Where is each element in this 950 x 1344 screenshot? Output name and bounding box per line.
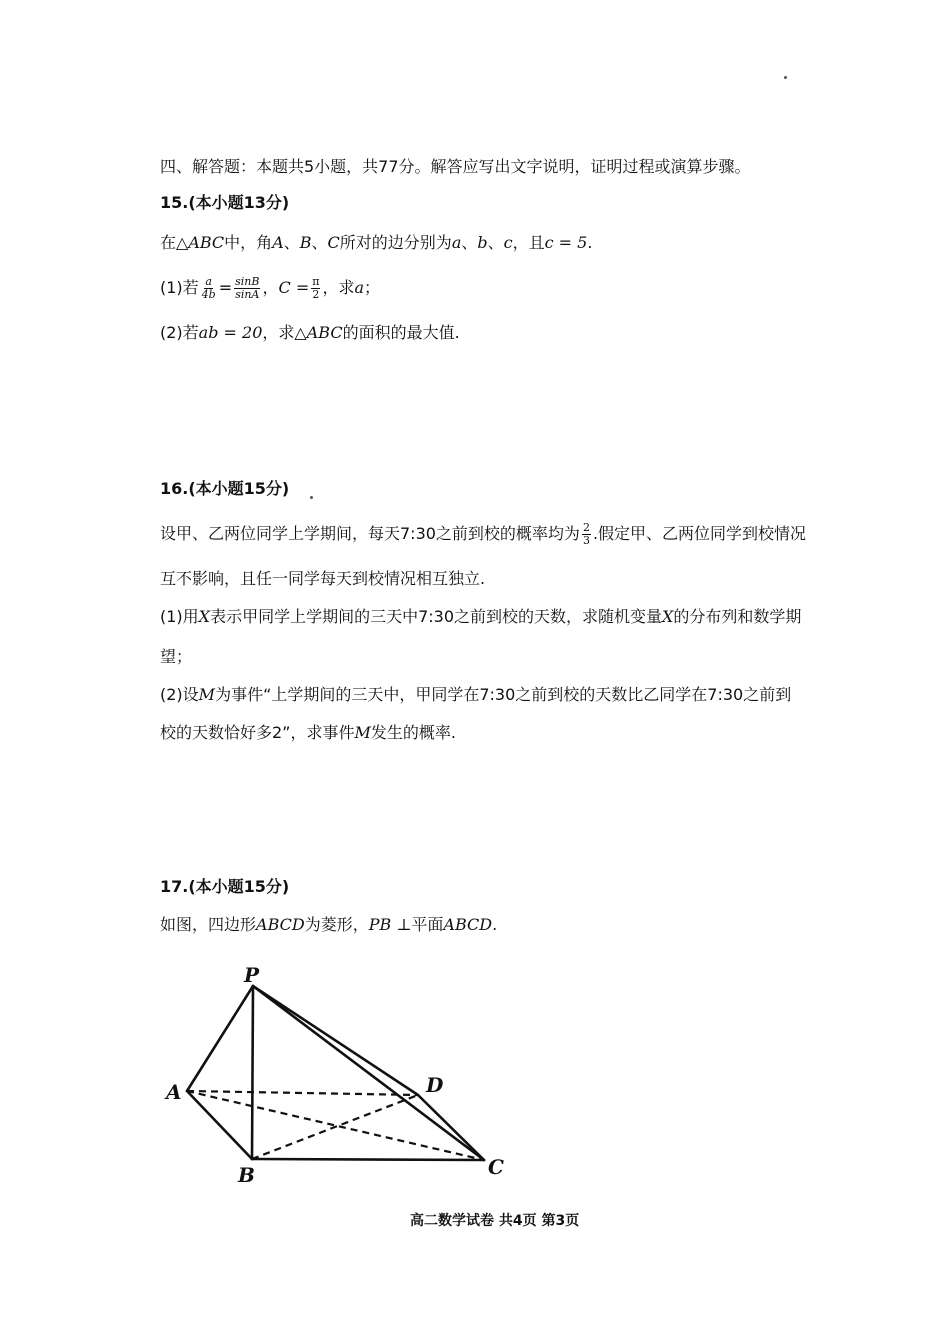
q15-part1-tail: ，求: [322, 278, 355, 297]
q15-stem-eq: c = 5: [544, 233, 588, 252]
q15-stem-part: .: [587, 233, 593, 252]
var-x: X: [662, 607, 674, 626]
frac-denominator: 4b: [201, 288, 216, 301]
q17-title: [160, 876, 289, 898]
perp-expr: PB ⊥: [368, 915, 412, 934]
section-header: [160, 156, 751, 178]
q16-part2-text: 为事件“上学期间的三天中，甲同学在7:30之前到校的天数比乙同学在7:30之前到: [215, 685, 792, 704]
q15-stem-part: 中，角: [224, 233, 273, 252]
q15-part2: [160, 322, 460, 344]
label-p: P: [244, 963, 260, 987]
q15-stem-part: 所对的边分别为: [339, 233, 452, 252]
scan-speck: [310, 496, 313, 499]
edge-ad-hidden: [187, 1091, 418, 1095]
q16-part2-text: (2)设: [160, 685, 199, 704]
label-c: C: [488, 1155, 504, 1179]
q15-stem-var: c: [503, 233, 513, 252]
q15-stem-part: 、: [461, 233, 478, 252]
edge-ab: [187, 1091, 252, 1159]
frac-denominator: sinA: [235, 288, 260, 301]
q17-stem: [160, 914, 497, 936]
q15-title-text: 15.(本小题13分): [160, 193, 290, 212]
var-a: a: [354, 278, 365, 297]
q17-stem-text: .: [492, 915, 498, 934]
q16-part1-text: 的分布列和数学期: [673, 607, 802, 626]
q15-stem: [160, 232, 592, 254]
edge-pa: [187, 986, 253, 1091]
page-footer: [410, 1210, 579, 1232]
q15-part1: [160, 274, 380, 302]
frac-denominator: 2: [312, 288, 320, 301]
separator: ，: [262, 278, 279, 297]
var-m: M: [198, 685, 216, 704]
var-m: M: [354, 723, 371, 742]
label-a: A: [166, 1080, 182, 1104]
q15-part2-mid: ，求△: [262, 323, 307, 342]
fraction: [582, 522, 591, 547]
q16-stem-text: .假定甲、乙两位同学到校情况: [592, 524, 807, 543]
q15-stem-var: ABC: [188, 233, 225, 252]
q17-title-text: 17.(本小题15分): [160, 877, 290, 896]
q15-part2-end: 的面积的最大值.: [342, 323, 460, 342]
q15-part1-prefix: (1)若: [160, 278, 199, 297]
frac-numerator: a: [205, 275, 212, 288]
frac-denominator: 3: [582, 534, 590, 547]
q16-stem-line1: [160, 520, 806, 548]
q15-stem-part: 、: [487, 233, 504, 252]
q16-part2-text: 发生的概率.: [370, 723, 456, 742]
fraction: [311, 276, 320, 301]
q17-stem-text: 平面: [411, 915, 444, 934]
edge-pd: [253, 986, 418, 1095]
q16-part2: [160, 684, 791, 706]
q16-part1-cont: [160, 646, 192, 668]
q15-part2-expr: ab = 20: [198, 323, 263, 342]
q15-part2-prefix: (2)若: [160, 323, 199, 342]
frac-numerator: sinB: [235, 275, 260, 288]
q16-part2-cont: [160, 722, 456, 744]
q17-stem-text: 为菱形，: [304, 915, 369, 934]
edge-pb: [252, 986, 253, 1159]
page-footer-text: 高二数学试卷 共4页 第3页: [410, 1213, 580, 1229]
pyramid-figure: [160, 960, 530, 1190]
fraction: [201, 276, 217, 301]
angle-c-eq: C =: [278, 278, 310, 297]
q15-stem-part: 、: [311, 233, 328, 252]
var-x: X: [198, 607, 211, 626]
q15-stem-part: 在△: [160, 233, 189, 252]
quad-name: ABCD: [256, 915, 305, 934]
section-header-text: 四、解答题：本题共5小题，共77分。解答应写出文字说明，证明过程或演算步骤。: [160, 157, 751, 176]
q16-title-text: 16.(本小题15分): [160, 479, 290, 498]
q15-stem-var: C: [327, 233, 340, 252]
q15-title: [160, 192, 289, 214]
q15-part1-end: ；: [364, 278, 381, 297]
q15-stem-var: A: [272, 233, 284, 252]
equals-sign: =: [218, 278, 233, 297]
q16-part1: [160, 606, 801, 628]
q15-stem-var: B: [299, 233, 312, 252]
edge-cd: [418, 1095, 484, 1160]
q16-part1-text: (1)用: [160, 607, 199, 626]
label-b: B: [238, 1163, 255, 1187]
plane-name: ABCD: [443, 915, 493, 934]
frac-numerator: 2: [582, 521, 590, 534]
frac-numerator: π: [312, 275, 320, 288]
q16-part2-text: 校的天数恰好多2”，求事件: [160, 723, 355, 742]
diag-bd-hidden: [252, 1095, 418, 1159]
scan-speck: [784, 76, 787, 79]
q17-stem-text: 如图，四边形: [160, 915, 257, 934]
label-d: D: [426, 1073, 444, 1097]
q16-part1-text: 望；: [160, 647, 193, 666]
q16-stem-text: 设甲、乙两位同学上学期间，每天7:30之前到校的概率均为: [160, 524, 580, 543]
triangle-name: ABC: [306, 323, 343, 342]
edge-bc: [252, 1159, 484, 1160]
q15-stem-var: b: [477, 233, 488, 252]
fraction: [234, 276, 260, 301]
q15-stem-part: 、: [283, 233, 300, 252]
q15-stem-part: ，且: [512, 233, 545, 252]
q15-stem-var: a: [451, 233, 462, 252]
q16-part1-text: 表示甲同学上学期间的三天中7:30之前到校的天数，求随机变量: [210, 607, 662, 626]
q16-stem-line2: [160, 568, 485, 590]
q16-stem-text: 互不影响，且任一同学每天到校情况相互独立.: [160, 569, 486, 588]
q16-title: [160, 478, 289, 500]
